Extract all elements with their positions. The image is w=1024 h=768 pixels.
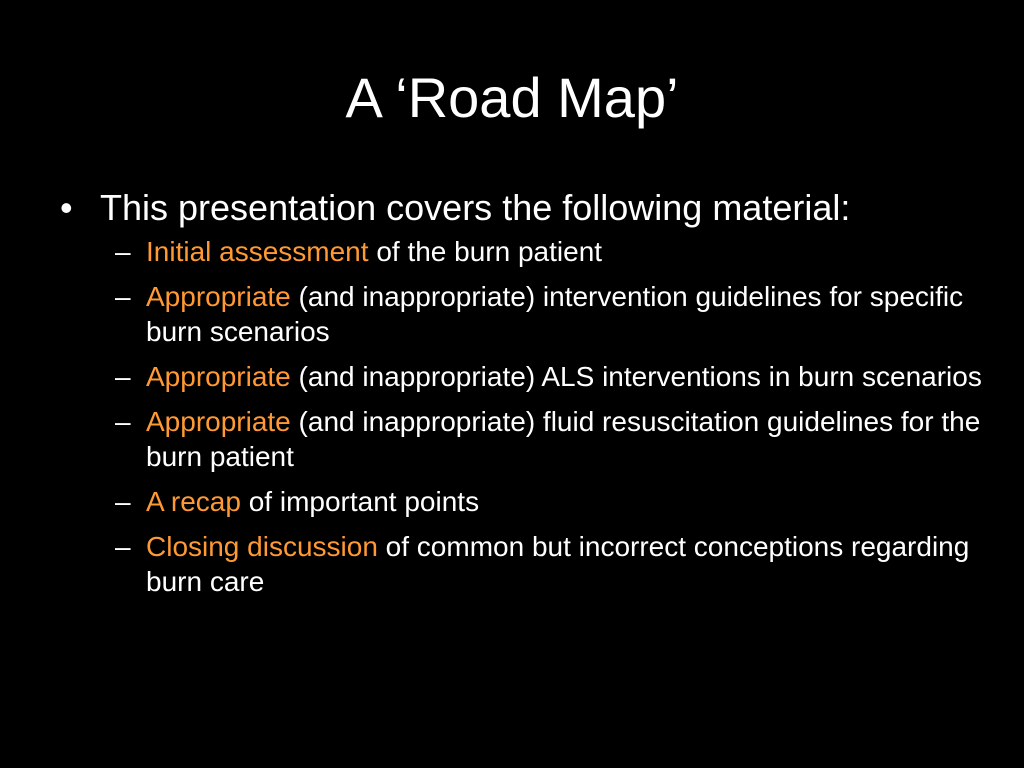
sub-bullet-intervention-guidelines	[60, 279, 990, 349]
sub-bullet-highlight: Appropriate	[146, 361, 291, 392]
sub-bullet-list	[60, 234, 990, 599]
dash-marker: –	[115, 486, 131, 517]
dash-marker: –	[115, 236, 131, 267]
sub-bullet-highlight: A recap	[146, 486, 241, 517]
bullet-marker: •	[60, 187, 73, 228]
slide-title: A ‘Road Map’	[345, 66, 679, 129]
sub-bullet-text: (and inappropriate) intervention guidelines for specific burn scenarios	[146, 281, 964, 347]
sub-bullet-highlight: Closing discussion	[146, 531, 378, 562]
sub-bullet-text: (and inappropriate) fluid resuscitation guidelines for the burn patient	[146, 406, 981, 472]
main-bullet	[60, 186, 990, 230]
sub-bullet-text: of the burn patient	[368, 236, 603, 267]
main-bullet-text: This presentation covers the following material:	[100, 187, 851, 228]
sub-bullet-closing-discussion	[60, 529, 990, 599]
sub-bullet-initial-assessment	[60, 234, 990, 269]
sub-bullet-recap	[60, 484, 990, 519]
sub-bullet-text: (and inappropriate) ALS interventions in burn scenarios	[290, 361, 982, 392]
sub-bullet-text: of common but incorrect conceptions regarding burn care	[146, 531, 970, 597]
slide-content	[60, 186, 990, 609]
dash-marker: –	[115, 361, 131, 392]
sub-bullet-text: of important points	[240, 486, 480, 517]
sub-bullet-highlight: Appropriate	[146, 406, 291, 437]
dash-marker: –	[115, 281, 131, 312]
dash-marker: –	[115, 406, 131, 437]
sub-bullet-fluid-resuscitation	[60, 404, 990, 474]
sub-bullet-als-interventions	[60, 359, 990, 394]
sub-bullet-highlight: Appropriate	[146, 281, 291, 312]
dash-marker: –	[115, 531, 131, 562]
sub-bullet-highlight: Initial assessment	[146, 236, 369, 267]
